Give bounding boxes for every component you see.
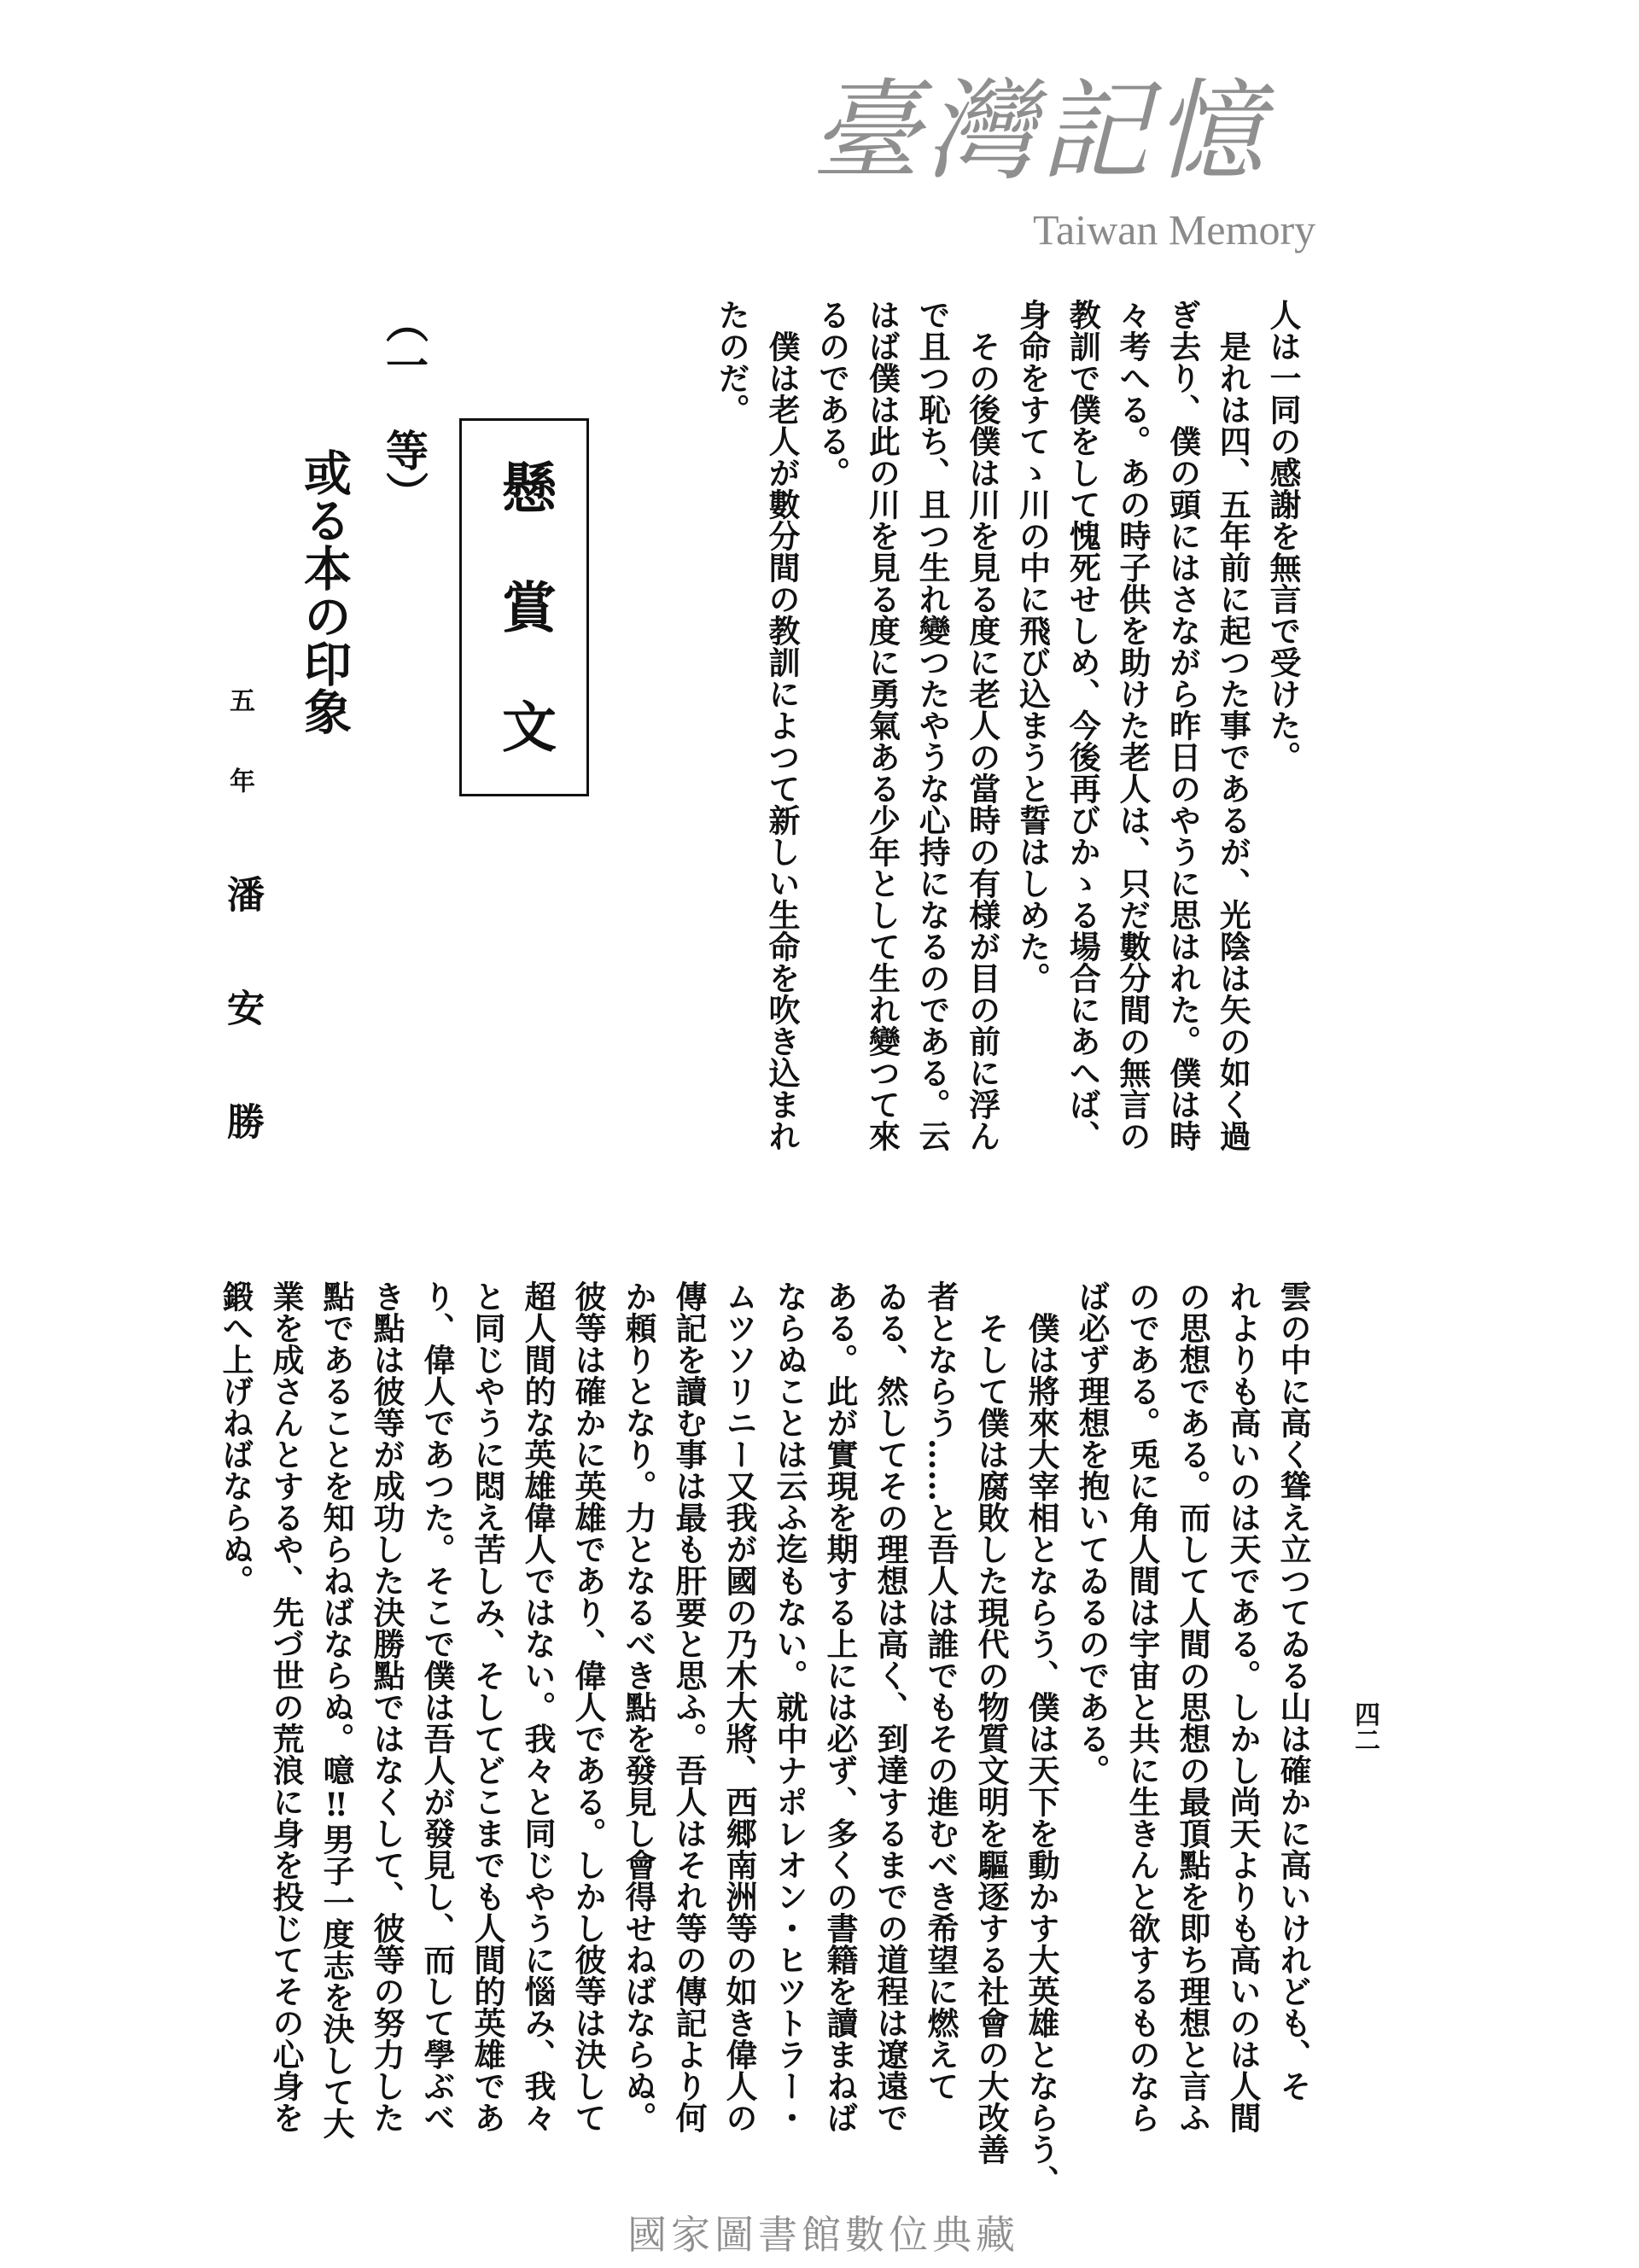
- section-title: 懸賞文: [493, 459, 557, 818]
- text-column: のである。兎に角人間は宇宙と共に生きんと欲するものなら: [1123, 1280, 1161, 2133]
- text-column: の思想である。而して人間の思想の最頂點を即ち理想と言ふ: [1174, 1280, 1211, 2133]
- text-column: き點は彼等が成功した決勝點ではなくして、彼等の努力した: [368, 1280, 405, 2133]
- text-column: れよりも高いのは天である。しかし尚天よりも高いのは人間: [1224, 1280, 1262, 2133]
- text-column: 是れは四、五年前に起つた事であるが、光陰は矢の如く過: [1214, 299, 1252, 1151]
- text-column: か頼りとなり。力となるべき點を發見し會得せねばならぬ。: [620, 1280, 657, 2133]
- text-column: 傳記を讀む事は最も肝要と思ふ。吾人はそれ等の傳記より何: [670, 1280, 708, 2133]
- text-column: 教訓で僕をして愧死せしめ、今後再びかゝる場合にあへば、: [1064, 299, 1102, 1151]
- section-title-box: [459, 418, 589, 818]
- upper-text-block: [707, 299, 1308, 1151]
- lower-text-block: [210, 1280, 1318, 2196]
- author-grade: 五年: [225, 687, 254, 848]
- text-column: で且つ恥ち、且つ生れ變つたやうな心持になるのである。云: [913, 299, 952, 1151]
- text-column: 雲の中に高く聳え立つてゐる山は確かに高いけれども、そ: [1274, 1280, 1312, 2102]
- text-column: り、偉人であつた。そこで僕は吾人が發見し、而して學ぶべ: [418, 1280, 456, 2133]
- text-column: その後僕は川を見る度に老人の當時の有様が目の前に浮ん: [963, 299, 1001, 1151]
- text-column: るのである。: [813, 299, 851, 488]
- award-rank: （一 等）: [379, 300, 429, 514]
- text-column: 者とならう……と吾人は誰でもその進むべき希望に燃えて: [922, 1280, 959, 2102]
- watermark-logo-english: Taiwan Memory: [1033, 206, 1316, 254]
- text-column: 彼等は確かに英雄であり、偉人である。しかし彼等は決して: [569, 1280, 607, 2133]
- text-column: そして僕は腐敗した現代の物質文明を驅逐する社會の大改善: [972, 1280, 1010, 2165]
- text-column: と同じやうに悶え苦しみ、そしてどこまでも人間的英雄であ: [469, 1280, 506, 2133]
- text-column: 身命をすてゝ川の中に飛び込まうと誓はしめた。: [1013, 299, 1052, 994]
- watermark-logo: 臺灣記憶: [811, 68, 1269, 195]
- text-column: ある。此が實現を期する上には必ず、多くの書籍を讀まねば: [821, 1280, 859, 2133]
- text-column: 人は一同の感謝を無言で受けた。: [1264, 299, 1302, 773]
- footer-collection-label: 國家圖書館數位典藏: [627, 2212, 1019, 2258]
- text-column: ゐる、然してその理想は高く、到達するまでの道程は遼遠で: [872, 1280, 909, 2133]
- text-column: 僕は將來大宰相とならう、僕は天下を動かす大英雄とならう、: [1023, 1280, 1060, 2196]
- author-name: 潘安勝: [220, 875, 264, 1216]
- text-column: ムツソリニー又我が國の乃木大將、西郷南洲等の如き偉人の: [720, 1280, 758, 2133]
- essay-title: 或る本の印象: [296, 448, 353, 735]
- text-column: たのだ。: [713, 299, 751, 425]
- text-column: ならぬことは云ふ迄もない。就中ナポレオン・ヒツトラー・: [771, 1280, 808, 2133]
- text-column: ば必ず理想を抱いてゐるのである。: [1073, 1280, 1111, 1786]
- text-column: ぎ去り、僕の頭にはさながら昨日のやうに思はれた。僕は時: [1164, 299, 1202, 1151]
- text-column: 鍛へ上げねばならぬ。: [217, 1280, 254, 1596]
- text-column: はば僕は此の川を見る度に勇氣ある少年として生れ變つて來: [863, 299, 901, 1151]
- text-column: 點であることを知らねばならぬ。噫‼男子一度志を決して大: [318, 1280, 355, 2139]
- page-number: 四二: [1350, 1701, 1379, 1752]
- text-column: 僕は老人が數分間の教訓によつて新しい生命を吹き込まれ: [762, 299, 801, 1151]
- text-column: 々考へる。あの時子供を助けた老人は、只だ數分間の無言の: [1113, 299, 1152, 1151]
- text-column: 超人間的な英雄偉人ではない。我々と同じやうに惱み、我々: [519, 1280, 557, 2133]
- text-column: 業を成さんとするや、先づ世の荒浪に身を投じてその心身を: [267, 1280, 305, 2133]
